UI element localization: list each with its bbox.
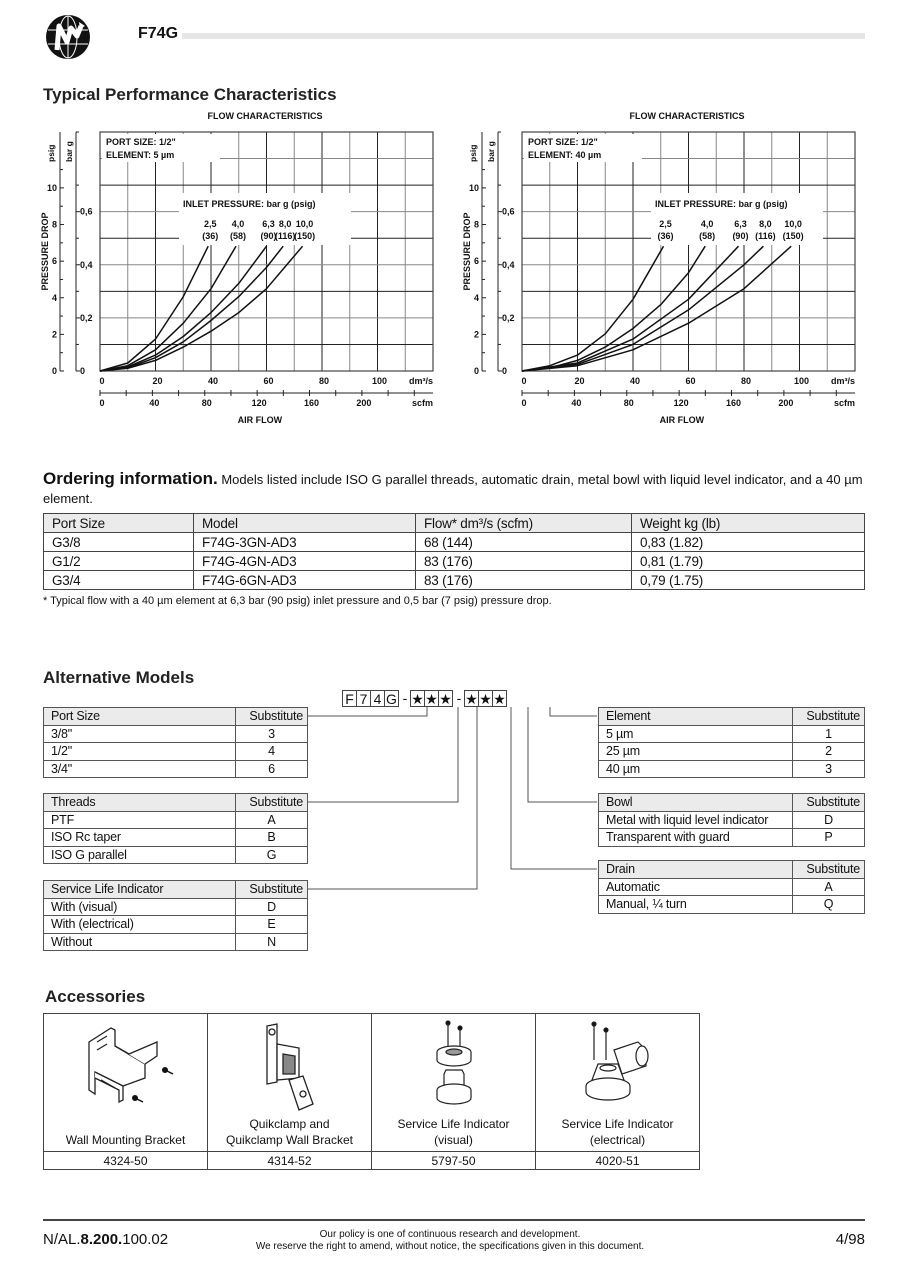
element-table: [598, 707, 865, 778]
accessory-quikclamp: [208, 1014, 372, 1152]
svg-text:bar g: bar g: [486, 141, 496, 162]
option-label: 5 µm: [599, 725, 793, 743]
substitute-header: Substitute: [236, 708, 308, 726]
svg-text:(90): (90): [732, 231, 749, 241]
table-row: [44, 846, 308, 864]
svg-text:INLET PRESSURE: bar g (psig): INLET PRESSURE: bar g (psig): [655, 199, 788, 209]
col-model: Model: [194, 514, 416, 533]
code-dash: -: [456, 690, 462, 706]
code-port-size-star: ★: [411, 691, 424, 707]
code-char: G: [384, 690, 399, 707]
option-label: Transparent with guard: [599, 829, 793, 847]
svg-text:10,0: 10,0: [295, 219, 314, 229]
svg-text:(58): (58): [229, 231, 246, 241]
cell-weight: 0,81 (1.79): [632, 552, 865, 571]
table-row: [44, 571, 865, 590]
svg-text:AIR FLOW: AIR FLOW: [659, 415, 705, 425]
option-code: A: [793, 878, 865, 896]
svg-text:PRESSURE DROP: PRESSURE DROP: [462, 212, 472, 291]
option-code: Q: [793, 896, 865, 914]
table-row: [599, 725, 865, 743]
option-code: 1: [793, 725, 865, 743]
cell-model: F74G-4GN-AD3: [194, 552, 416, 571]
svg-text:dm³/s: dm³/s: [408, 376, 433, 386]
svg-text:0: 0: [99, 398, 105, 408]
table-row: [44, 743, 308, 761]
code-threads-star: ★: [425, 691, 438, 707]
code-dash: -: [402, 690, 408, 706]
option-code: D: [793, 811, 865, 829]
col-flow: Flow* dm³/s (scfm): [416, 514, 632, 533]
option-code: 3: [236, 725, 308, 743]
svg-text:4: 4: [473, 292, 479, 303]
svg-text:0,6: 0,6: [80, 206, 93, 217]
svg-text:40: 40: [571, 398, 582, 408]
svg-text:(150): (150): [782, 231, 804, 241]
svg-text:200: 200: [356, 398, 372, 408]
svg-text:80: 80: [201, 398, 212, 408]
ordering-table: [43, 513, 865, 590]
svg-text:(58): (58): [699, 231, 716, 241]
svg-text:(36): (36): [657, 231, 674, 241]
flow-chart-5um: [38, 128, 438, 428]
accessory-service-life-electrical: [536, 1014, 700, 1152]
substitute-header: Substitute: [236, 794, 308, 812]
table-row: [44, 533, 865, 552]
option-label: Metal with liquid level indicator: [599, 811, 793, 829]
document-number: [43, 1231, 168, 1248]
code-char: 4: [370, 690, 385, 707]
svg-text:0: 0: [51, 366, 57, 376]
svg-text:20: 20: [152, 376, 163, 386]
code-service-life-star: ★: [439, 691, 452, 707]
accessory-service-life-visual: [372, 1014, 536, 1152]
chart-1-title: FLOW CHARACTERISTICS: [207, 111, 323, 121]
svg-text:40: 40: [629, 376, 641, 386]
option-label: 25 µm: [599, 743, 793, 761]
substitute-header: Substitute: [793, 794, 865, 812]
cell-port-size: G1/2: [44, 552, 194, 571]
cell-port-size: G3/8: [44, 533, 194, 552]
option-code: D: [236, 898, 308, 916]
option-code: N: [236, 933, 308, 951]
bowl-header: Bowl: [599, 794, 793, 812]
svg-text:8: 8: [473, 219, 479, 230]
svg-text:10: 10: [46, 182, 57, 193]
option-code: A: [236, 811, 308, 829]
option-code: 6: [236, 760, 308, 778]
svg-text:(150): (150): [294, 231, 316, 241]
option-label: Without: [44, 933, 236, 951]
policy-note: [200, 1229, 700, 1253]
svg-text:INLET PRESSURE: bar g (psig): INLET PRESSURE: bar g (psig): [183, 199, 316, 209]
svg-text:ELEMENT: 5 µm: ELEMENT: 5 µm: [106, 150, 175, 160]
svg-text:60: 60: [263, 376, 274, 386]
svg-text:20: 20: [574, 376, 585, 386]
svg-text:psig: psig: [46, 144, 56, 162]
doc-prefix: N/AL.: [43, 1231, 81, 1248]
accessory-label-line-2: Wall Mounting Bracket: [65, 1133, 186, 1147]
svg-text:80: 80: [318, 376, 330, 386]
policy-line-1: Our policy is one of continuous research and development.: [319, 1229, 581, 1240]
svg-text:bar g: bar g: [64, 141, 74, 162]
svg-text:0: 0: [80, 366, 86, 376]
svg-text:0: 0: [521, 398, 527, 408]
cell-weight: 0,79 (1.75): [632, 571, 865, 590]
svg-text:(90): (90): [260, 231, 277, 241]
table-row: [599, 760, 865, 778]
table-row: [599, 743, 865, 761]
accessory-code: 4324-50: [44, 1152, 208, 1170]
svg-text:0,6: 0,6: [502, 206, 515, 217]
svg-text:10: 10: [468, 182, 479, 193]
cell-model: F74G-6GN-AD3: [194, 571, 416, 590]
table-row: [44, 811, 308, 829]
service-life-electrical-icon: [578, 1020, 658, 1115]
threads-header: Threads: [44, 794, 236, 812]
svg-text:0,4: 0,4: [502, 259, 515, 270]
accessory-wall-bracket: [44, 1014, 208, 1152]
svg-text:AIR FLOW: AIR FLOW: [237, 415, 283, 425]
option-code: G: [236, 846, 308, 864]
service-life-table: [43, 880, 308, 951]
code-element-star: ★: [493, 691, 506, 707]
option-label: ISO G parallel: [44, 846, 236, 864]
svg-text:60: 60: [685, 376, 696, 386]
accessory-label-line-1: Service Life Indicator: [561, 1117, 674, 1131]
drain-header: Drain: [599, 861, 793, 879]
quikclamp-icon: [255, 1020, 325, 1115]
svg-text:0,2: 0,2: [502, 312, 515, 323]
option-code: 3: [793, 760, 865, 778]
svg-text:scfm: scfm: [411, 398, 433, 408]
svg-text:100: 100: [371, 376, 388, 386]
cell-weight: 0,83 (1.82): [632, 533, 865, 552]
code-char: 7: [356, 690, 371, 707]
option-code: B: [236, 829, 308, 847]
svg-text:(36): (36): [202, 231, 219, 241]
col-weight: Weight kg (lb): [632, 514, 865, 533]
page-number: 4/98: [835, 1231, 865, 1248]
doc-suffix: 100.02: [122, 1231, 169, 1248]
svg-text:8,0: 8,0: [759, 219, 772, 229]
svg-text:6,3: 6,3: [734, 219, 747, 229]
ordering-intro: [43, 469, 868, 508]
table-row: [599, 829, 865, 847]
threads-table: [43, 793, 308, 864]
accessory-code: 4020-51: [536, 1152, 700, 1170]
svg-text:psig: psig: [468, 144, 478, 162]
product-code: F74G: [138, 25, 182, 43]
wall-bracket-icon: [71, 1020, 181, 1110]
table-row: [44, 916, 308, 934]
table-row: [44, 552, 865, 571]
svg-text:40: 40: [207, 376, 219, 386]
model-code-template: [343, 690, 507, 707]
doc-bold: 8.200.: [80, 1231, 123, 1248]
flow-chart-40um: [460, 128, 870, 428]
svg-text:8: 8: [51, 219, 57, 230]
option-label: ISO Rc taper: [44, 829, 236, 847]
code-drain-star: ★: [465, 691, 478, 707]
drain-table: [598, 860, 865, 914]
option-label: 3/4": [44, 760, 236, 778]
option-label: 3/8": [44, 725, 236, 743]
option-code: P: [793, 829, 865, 847]
svg-text:0: 0: [99, 376, 105, 386]
svg-text:120: 120: [251, 398, 267, 408]
svg-text:scfm: scfm: [833, 398, 855, 408]
service-life-header: Service Life Indicator: [44, 881, 236, 899]
svg-text:80: 80: [623, 398, 634, 408]
substitute-header: Substitute: [793, 708, 865, 726]
option-code: E: [236, 916, 308, 934]
option-label: With (visual): [44, 898, 236, 916]
table-header-row: [44, 514, 865, 533]
option-code: 2: [793, 743, 865, 761]
table-row: [44, 829, 308, 847]
table-row: [44, 933, 308, 951]
svg-text:PRESSURE DROP: PRESSURE DROP: [40, 212, 50, 291]
svg-text:PORT SIZE: 1/2": PORT SIZE: 1/2": [106, 137, 176, 147]
svg-text:2: 2: [473, 329, 479, 340]
company-logo-icon: [45, 14, 91, 60]
footer-rule: [43, 1219, 865, 1221]
cell-model: F74G-3GN-AD3: [194, 533, 416, 552]
port-size-header: Port Size: [44, 708, 236, 726]
option-code: 4: [236, 743, 308, 761]
svg-text:0: 0: [521, 376, 527, 386]
svg-text:2,5: 2,5: [659, 219, 672, 229]
svg-text:4,0: 4,0: [231, 219, 245, 229]
accessory-label-line-1: Service Life Indicator: [397, 1117, 510, 1131]
substitute-header: Substitute: [793, 861, 865, 879]
cell-port-size: G3/4: [44, 571, 194, 590]
accessory-label-line-1: Quikclamp and: [249, 1117, 330, 1131]
bowl-table: [598, 793, 865, 847]
svg-text:dm³/s: dm³/s: [830, 376, 855, 386]
accessory-code: 4314-52: [208, 1152, 372, 1170]
option-label: Manual, ¼ turn: [599, 896, 793, 914]
svg-text:160: 160: [726, 398, 742, 408]
svg-text:120: 120: [673, 398, 689, 408]
svg-text:4,0: 4,0: [700, 219, 714, 229]
svg-text:200: 200: [778, 398, 794, 408]
svg-text:0,2: 0,2: [80, 312, 93, 323]
svg-text:2: 2: [51, 329, 57, 340]
accessory-label-line-2: Quikclamp Wall Bracket: [226, 1133, 353, 1147]
svg-text:10,0: 10,0: [784, 219, 802, 229]
option-label: Automatic: [599, 878, 793, 896]
table-row: [44, 898, 308, 916]
svg-text:0: 0: [502, 366, 508, 376]
svg-text:6: 6: [51, 256, 57, 267]
code-bowl-star: ★: [479, 691, 492, 707]
svg-text:80: 80: [740, 376, 752, 386]
policy-line-2: We reserve the right to amend, without notice, the specifications given in this document.: [255, 1241, 645, 1252]
table-row: [599, 878, 865, 896]
port-size-table: [43, 707, 308, 778]
accessory-label-line-2: (visual): [434, 1133, 473, 1147]
svg-text:PORT SIZE: 1/2": PORT SIZE: 1/2": [528, 137, 598, 147]
svg-text:(116): (116): [755, 231, 776, 241]
cell-flow: 83 (176): [416, 552, 632, 571]
accessories-table: [43, 1013, 700, 1170]
table-row: [599, 896, 865, 914]
accessory-label-line-2: (electrical): [589, 1133, 646, 1147]
element-header: Element: [599, 708, 793, 726]
svg-text:0: 0: [473, 366, 479, 376]
option-label: PTF: [44, 811, 236, 829]
cell-flow: 83 (176): [416, 571, 632, 590]
service-life-visual-icon: [424, 1020, 484, 1115]
accessory-code: 5797-50: [372, 1152, 536, 1170]
table-row: [44, 725, 308, 743]
svg-text:0,4: 0,4: [80, 259, 93, 270]
svg-text:6: 6: [473, 256, 479, 267]
substitute-header: Substitute: [236, 881, 308, 899]
header-rule: [140, 33, 865, 39]
performance-title: Typical Performance Characteristics: [43, 85, 337, 104]
ordering-heading: Ordering information.: [43, 469, 218, 488]
code-char: F: [342, 690, 357, 707]
ordering-footnote: * Typical flow with a 40 µm element at 6,3 bar (90 psig) inlet pressure and 0,5 bar (7 psig) pressure drop.: [43, 595, 552, 607]
option-label: 40 µm: [599, 760, 793, 778]
table-row: [44, 760, 308, 778]
alternative-models-title: Alternative Models: [43, 668, 195, 687]
svg-text:40: 40: [149, 398, 160, 408]
col-port-size: Port Size: [44, 514, 194, 533]
option-label: With (electrical): [44, 916, 236, 934]
svg-text:4: 4: [51, 292, 57, 303]
svg-text:6,3: 6,3: [262, 219, 275, 229]
svg-text:(116): (116): [274, 231, 296, 241]
option-label: 1/2": [44, 743, 236, 761]
svg-text:8,0: 8,0: [278, 219, 292, 229]
cell-flow: 68 (144): [416, 533, 632, 552]
accessories-title: Accessories: [45, 987, 146, 1006]
svg-text:ELEMENT: 40 µm: ELEMENT: 40 µm: [528, 150, 602, 160]
table-row: [599, 811, 865, 829]
svg-text:100: 100: [793, 376, 810, 386]
svg-text:160: 160: [304, 398, 320, 408]
svg-text:2,5: 2,5: [203, 219, 217, 229]
chart-2-title: FLOW CHARACTERISTICS: [629, 111, 745, 121]
ordering-description: Models listed include ISO G parallel threads, automatic drain, metal bowl with liquid level indicator, and a 40 µm element.: [43, 472, 863, 506]
